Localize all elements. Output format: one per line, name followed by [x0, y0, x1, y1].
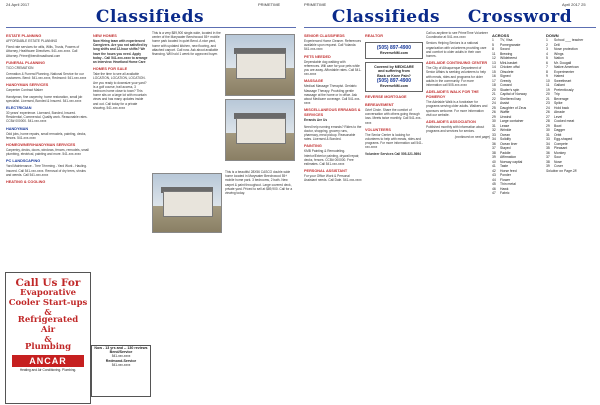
ad-text: Carpentry, decks, doors, windows, fences, remodels, small plumbing, electrical, painting and more. 541-xxx-xxxx: [6, 148, 89, 157]
service-line: Bend/Service: [109, 350, 133, 355]
clue-number: 15: [492, 69, 496, 74]
ad-tagline: Heating and Air Conditioning. Plumbing.: [19, 367, 77, 372]
page-runner: 24 April 2017: [6, 2, 30, 7]
ad-text: Dependable dog walking with references. Will care for your pets while you are away. Affordable rates. Call 541-xxx-xxxx: [304, 59, 362, 77]
section-heading: HANDYMAN SERVICES: [6, 83, 49, 88]
crossword-clue: 22 Sheltered bay: [492, 96, 521, 101]
crossword-clue: 33 Ocean: [492, 132, 510, 137]
clue-number: 19: [546, 87, 550, 92]
clue-number: 34: [546, 141, 550, 146]
ad-line: Refrigerated: [17, 315, 79, 326]
ad-text: Cremation & Funeral Planning. National Service for our customers. Bend: 541-xxx-xxxx, Redmond: 541-xxx-xxxx: [6, 72, 87, 81]
ad-text: 30 years' experience. Licensed, Bonded, Insured. Residential, Commercial. Quality work. Reasonable rates. CCB# 000000. 541-xxx-xxxx: [6, 111, 88, 124]
crossword-title: Crossword: [467, 7, 573, 27]
clue-number: 34: [492, 137, 496, 141]
service-line: Now - 13 yrs and -- 130 reviews: [94, 346, 148, 350]
left-column-2: [93, 31, 149, 341]
section-heading: ADELAIDE'S ASSOCIATION: [426, 120, 476, 125]
ad-ampersand: &: [44, 307, 52, 318]
section-heading: PAINTING: [304, 144, 322, 149]
section-heading: REVERSE MORTGAGE: [365, 94, 407, 99]
ad-line: Air: [40, 324, 56, 335]
clue-number: 7: [546, 65, 548, 69]
section-heading: HEATING & COOLING: [6, 180, 46, 185]
crossword-clue: 46 Hawk: [492, 186, 509, 191]
crossword-clue: 9 Hatred: [546, 74, 565, 78]
solution-note: Solution on Page 28: [546, 168, 577, 173]
clue-number: 21: [492, 92, 496, 96]
section-sub: Carpenter Contract Maker: [6, 88, 43, 93]
crossword-clue: 36 Monkey: [546, 150, 566, 155]
ad-text: The Senior Center is looking for volunteers to help with meals, rides and programs. For more information call 541-xxx-xxxx: [365, 132, 423, 150]
ad-text: Seniors Helping Seniors is a national organization with volunteers providing care and comfort to older adults in their own homes.: [426, 41, 487, 59]
clue-number: 36: [492, 141, 496, 146]
ad-website: ReverseNM.com: [380, 51, 408, 55]
section-heading: ESTATE PLANNING: [6, 34, 42, 38]
crossword-clue: 29 Unwind: [492, 114, 512, 119]
clue-number: 2: [546, 42, 548, 47]
clue-number: 26: [546, 110, 550, 114]
crossword-clue: 20 Trip: [546, 92, 560, 96]
clue-number: 24: [546, 105, 550, 110]
clue-number: 29: [492, 114, 496, 119]
clue-number: 1: [546, 38, 548, 42]
clue-number: 5: [492, 42, 494, 47]
crossword-clue: 41 Taste: [492, 164, 509, 168]
clue-number: 46: [492, 186, 496, 191]
crossword-clue: 30 Large container: [492, 119, 524, 123]
clue-number: 6: [546, 60, 548, 65]
crossword-clue: 21 Beverage: [546, 96, 569, 101]
crossword-clue: 7 Native American: [546, 65, 579, 69]
section-heading: PC LANDSCAPING: [6, 159, 41, 164]
clue-number: 31: [546, 132, 550, 137]
listing-text-block: [225, 170, 295, 236]
ad-line: Covered by MEDICARE: [374, 64, 414, 69]
crossword-clue: 13 Mini-basket: [492, 60, 518, 65]
crossword-clue: 11 Brewing: [492, 51, 513, 56]
crossword-clue: 30 Dagger: [546, 128, 566, 132]
medicare-ad: [365, 62, 423, 92]
clue-number: 21: [546, 96, 550, 101]
ad-text: Fixed rate services for wills, Wills, Trusts, Powers of Attorney, Healthcare Directives. 541-xxx-xxxx. Call Attorney. Prime@bendbroadband.com: [6, 45, 80, 58]
crossword-clue: 15 Obsolete: [492, 69, 514, 74]
title-rule: [6, 27, 296, 28]
crossword-clue: 37 Sour: [546, 155, 562, 159]
crossword-clue: 31 Lease: [492, 123, 510, 128]
ad-text: Medical Massage Therapist. Geriatric Massage Therapy. Providing gentle massage at the home or in office. Ask about Medicare coverage. Call 541-xxx-xxxx: [304, 84, 361, 106]
section-sub: TICO CREMATION: [6, 65, 34, 70]
clue-number: 35: [546, 146, 550, 150]
clue-number: 38: [546, 159, 550, 164]
clue-number: 11: [492, 51, 496, 56]
section-heading: FUNERAL PLANNING: [6, 60, 45, 65]
listing-row: [152, 31, 296, 164]
ad-phone: (505) 897-4900: [376, 78, 412, 85]
service-phone: 541-xxx-xxxx: [111, 362, 131, 367]
across-clues: [492, 33, 544, 398]
clue-number: 47: [492, 191, 496, 195]
ad-text: This is a beautiful 28X56 CASCO double-wide home located in Marywater Beechwood 55+ mobile home park. 3 bedrooms, 2 bath. New carpet & paint throughout. Large covered deck, private yard. Priced to sell at $89,900. Call for a viewing today.: [225, 170, 293, 196]
crossword-clue: 45 Thin metal: [492, 182, 516, 186]
crossword-clue: 10 Sweetheart: [546, 78, 572, 83]
crossword-clue: 47 Fabric: [492, 191, 510, 195]
section-heading: ELECTRICIAN: [6, 106, 32, 111]
clue-number: 9: [546, 74, 548, 78]
section-heading: HOMEOWNER/HANDYMAN SERVICES: [6, 143, 76, 148]
ad-text: Grief Circle. Share the comfort of conversation with others going through loss. Meets twice monthly. Call 541-xxx-xxxx: [365, 107, 422, 125]
crossword-clue: 38 Paddle: [492, 150, 511, 155]
crossword-clue: 29 Bowl: [546, 123, 562, 128]
crossword-clue: 34 Compete: [546, 141, 568, 146]
clue-number: 38: [492, 150, 496, 155]
clue-number: 39: [546, 164, 550, 168]
clue-number: 44: [492, 177, 496, 182]
clue-number: 26: [492, 110, 496, 114]
clue-number: 36: [546, 150, 550, 155]
ad-text: KMB Painting & Remodeling. Interior/Exterior painting, drywall repair, decks, fences. CCB# 000000. Free estimates. Call 541-xxx-xxxx: [304, 149, 360, 167]
house-photo: [225, 34, 295, 96]
service-hours-box: [91, 345, 151, 397]
ad-text: Now Hiring team with experienced Caregivers. Are you not satisfied by long shifts and 12-hour shifts? We have the hours you need. Apply today - Call 541-xxx-xxxx to arrange an interview. Heartland Home Care: [93, 39, 148, 65]
crossword-clue: 43 Ponder: [492, 173, 511, 177]
crossword-clue: 24 Hold back: [546, 105, 570, 110]
crossword-clue: 26 Abrade: [546, 110, 565, 114]
section-heading: HANDYMAN: [6, 126, 29, 131]
crossword-clue: 42 Horse feed: [492, 168, 517, 173]
clue-number: 30: [492, 119, 496, 123]
crossword-clue: 17 Greedy: [492, 78, 512, 83]
clue-number: 37: [492, 146, 496, 150]
clue-number: 14: [492, 65, 496, 69]
page-runner-right: PRIMETIME: [258, 2, 281, 7]
clue-number: 40: [492, 159, 496, 164]
clue-number: 20: [492, 87, 496, 92]
clue-number: 11: [546, 83, 550, 87]
title-rule: [304, 27, 596, 28]
clue-number: 37: [546, 155, 550, 159]
crossword-clue: 33 Egg-shaped: [546, 137, 573, 141]
section-heading: REALTOR: [365, 34, 383, 38]
crossword-clue: 8 Sword: [492, 47, 510, 51]
ad-text: Need help running errands? Rides to the doctor, shopping, grocery runs, pharmacy, meal pickup. Reasonable rates. Licensed & Bonded.: [304, 124, 362, 142]
section-heading: BEREAVEMENT: [365, 102, 394, 107]
right-column-2: [365, 31, 423, 403]
listing-text-block: [152, 31, 222, 164]
listing-row: [152, 170, 296, 236]
ad-text: For your Office Work & Personal Assistant needs. Call Dale. 541-xxx-xxxx: [304, 174, 362, 183]
clue-number: 18: [492, 83, 496, 87]
section-heading: VOLUNTEERS: [365, 127, 391, 132]
crossword-clue: 16 Signed: [492, 74, 511, 78]
ad-headline: Call Us For: [15, 277, 81, 289]
clue-number: 30: [546, 128, 550, 132]
section-title: Classifieds: [95, 7, 205, 27]
ad-text: Experienced Home Cleaner. References available upon request. Call Yolanda 541-xxx-xxxx: [304, 39, 362, 52]
crossword-clue: 28 Cooked meat: [546, 119, 575, 123]
crossword-clue: 38 Nose: [546, 159, 562, 164]
crossword-clue: 39 Cover: [546, 164, 564, 168]
ad-text: The Adelaide Walk is a fundraiser for programs serving older adults. Walkers and sponsors welcome. For more information visit our website.: [426, 100, 488, 117]
clue-number: 33: [492, 132, 496, 137]
ad-text: Published monthly with information about programs and services for seniors.: [426, 125, 485, 134]
crossword-clue: 23 Spike: [546, 101, 563, 105]
ad-text: Handyman, fine carpentry, home restoration, small job specialist. Licensed, Bonded & Insured. 541-xxx-xxxx: [6, 94, 83, 103]
left-column-1: [6, 31, 90, 269]
section-heading: MISCELLANEOUS ERRANDS & SERVICES: [304, 108, 361, 118]
section-heading: NEW HOMES: [93, 34, 117, 38]
clue-number: 13: [492, 60, 496, 65]
house-photo: [152, 173, 222, 233]
crossword-clue: 32 Wrinkle: [492, 128, 512, 132]
service-phone: 541-xxx-xxxx: [111, 354, 131, 359]
service-line: Redmond-Service: [105, 358, 137, 363]
realtor-ad: [365, 42, 423, 59]
crossword-clue: 34 Solidify: [492, 137, 511, 141]
crossword-clue: 2 Drill: [546, 42, 560, 47]
section-heading: PETS NEEDED: [304, 54, 331, 59]
section-heading: HOMES FOR SALE: [93, 67, 128, 72]
clue-number: 23: [546, 101, 550, 105]
crossword-clue: 6 Mr. Dougall: [546, 60, 572, 65]
crossword-clue: 21 Capital of Norway: [492, 92, 527, 96]
ad-line: Cooler Start-ups: [8, 297, 88, 308]
clue-number: 31: [492, 123, 496, 128]
clue-number: 8: [546, 69, 548, 74]
clue-number: 5: [546, 56, 548, 60]
clue-number: 22: [492, 96, 496, 101]
ad-text: Call us anytime to see PrimeTime Volunteer Coordinator at 541-xxx-xxxx: [426, 31, 488, 40]
crossword-clue: 39 Affirmation: [492, 155, 517, 159]
crossword-clue: 12 Wildebeest: [492, 56, 517, 60]
clue-number: 3: [546, 47, 548, 51]
clue-number: 17: [492, 78, 496, 83]
section-heading: SENIOR CLASSIFIEDS: [304, 34, 345, 38]
clue-number: 4: [546, 51, 548, 56]
clue-number: 41: [492, 164, 496, 168]
crossword-clue: 14 Chicken offal: [492, 65, 520, 69]
ad-ampersand: &: [44, 334, 52, 345]
crossword-clue: 3 Nose protection: [546, 47, 578, 51]
clue-number: 16: [492, 74, 496, 78]
clue-number: 45: [492, 182, 496, 186]
page-runner-left: PRIMETIME: [304, 2, 327, 7]
clue-number: 20: [546, 92, 550, 96]
continued-note: (continued on next page): [454, 135, 490, 140]
ancar-ad: [5, 272, 91, 404]
ad-text: Yard Maintenance - Tree Trimming - Yard Work - Hauling. Insured. Call 541-xxx-xxxx. Removal of dry trees, shrubs and weeds. Call 541-xxx-xxxx: [6, 164, 87, 177]
section-heading: ADELAIDE CONTINUING CENTER: [426, 61, 488, 66]
clue-number: 39: [492, 155, 496, 159]
listing-photos: [152, 170, 222, 236]
volunteer-contact: Volunteer Services Call 505-321-5694: [365, 151, 421, 156]
section-sub: AFFORDABLE ESTATE PLANNING: [6, 39, 58, 43]
ad-phone: (505) 897-4900: [376, 45, 412, 51]
clue-number: 25: [492, 105, 496, 110]
ad-line: Back or Knee Pain?: [377, 73, 411, 78]
clue-number: 29: [546, 123, 550, 128]
crossword-clue: 8 Experimenter: [546, 69, 575, 74]
clue-number: 1: [492, 38, 494, 42]
crossword-clue: 35 Pleasant: [546, 146, 568, 150]
section-heading: MASSAGE: [304, 79, 324, 84]
page-runner: April 2017 25: [562, 2, 586, 7]
crossword-clue: 5 Pomegranate: [492, 42, 521, 47]
crossword-clue: 31 Orbit: [546, 132, 562, 137]
crossword-clue: 36 Ocean liner: [492, 141, 518, 146]
crossword-clue: 4 Wings: [546, 51, 564, 56]
crossword-clue: 19 Pretentiously: [546, 87, 574, 92]
clue-list-title: ACROSS: [492, 33, 510, 38]
crossword-clue: 26 Waffle: [492, 110, 510, 114]
ad-line: and suffering from: [378, 69, 410, 74]
crossword-clue: 37 Stayed: [492, 146, 511, 150]
crossword-clue: 18 Coward: [492, 83, 512, 87]
ad-text: This is a very $89,900 single-wide, located in the center of the Marywater Beechwood 55+ mobile home park located in quiet Bend. A nice yard, home with updated kitchen, new flooring, and attached carport. Call now. Ask about available financing. Will hold 1 week for approved buyer.: [152, 31, 221, 57]
section-title: Classifieds: [331, 7, 441, 27]
crossword-clue: 20 Skater's spin: [492, 87, 520, 92]
ancar-logo: ANCAR: [12, 355, 84, 367]
clue-number: 28: [546, 119, 550, 123]
ad-text: Odd jobs, home repairs, small remodels, painting, decks, fences. 541-xxx-xxxx: [6, 131, 87, 140]
crossword-clue: 44 Flower: [492, 177, 511, 182]
crossword-clue: 1 School ___ teacher: [546, 38, 584, 42]
right-column-1: [304, 31, 362, 403]
clue-list-title: DOWN: [546, 33, 559, 38]
listing-photos: [225, 31, 295, 164]
crossword-clue: 24 Assist: [492, 101, 510, 105]
clue-number: 24: [492, 101, 496, 105]
clue-number: 12: [492, 56, 496, 60]
clue-number: 33: [546, 137, 550, 141]
right-column-3: [426, 31, 490, 403]
ad-text: The City of Albuquerque Department of Senior Affairs is seeking volunteers to help with meals, rides and programs for older adults in the community. For more information call 505-xxx-xxxx: [426, 66, 487, 88]
clue-number: 42: [492, 168, 496, 173]
section-heading: ADELAIDE'S WALK FOR THE POMEROY: [426, 90, 479, 100]
crossword-clue: 25 Daughter of Zeus: [492, 105, 527, 110]
crossword-clue: 1 TV, Visa: [492, 38, 513, 42]
section-sub: Errands Are Us: [304, 118, 328, 123]
clue-number: 8: [492, 47, 494, 51]
clue-number: 27: [546, 114, 550, 119]
crossword-clue: 27 Level: [546, 114, 563, 119]
down-clues: [546, 33, 598, 398]
ad-text: Take the time to see all available LOCATION, LOCATION, LOCATION. Are you ready to downsize your yard? Is a golf course, trail access, 3 bedroom home close to town? This home sits on a large lot with mountain views and has many updates inside and out. Call today for a private showing. 541-xxx-xxxx: [93, 72, 147, 110]
crossword-clue: 11 Gallant: [546, 83, 565, 87]
ad-line: Plumbing: [24, 342, 72, 353]
ad-website: ReverseNM.com: [380, 84, 408, 89]
clue-number: 10: [546, 78, 550, 83]
clue-number: 32: [492, 128, 496, 132]
clue-number: 43: [492, 173, 496, 177]
crossword-clue: 40 Norway capital: [492, 159, 523, 164]
section-heading: PERSONAL ASSISTANT: [304, 169, 348, 174]
left-column-3: [152, 31, 296, 403]
crossword-clue: 5 Nation: [546, 56, 564, 60]
house-photo: [225, 99, 295, 161]
ad-line: Evaporative: [19, 288, 77, 298]
